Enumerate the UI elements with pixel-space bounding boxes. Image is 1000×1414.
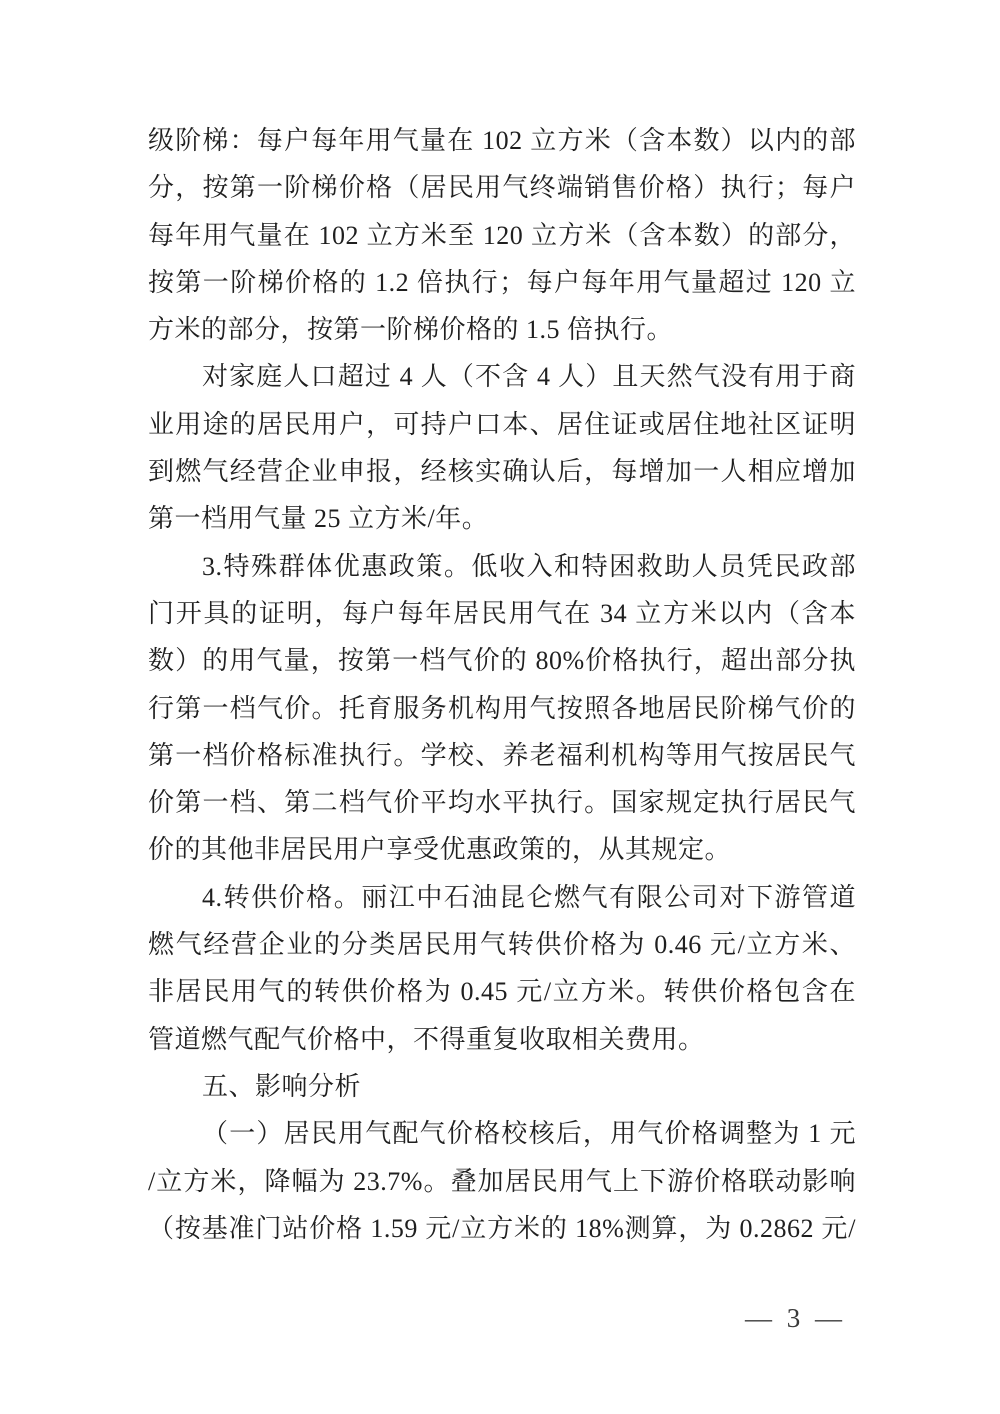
text-line: 级阶梯：每户每年用气量在 102 立方米（含本数）以内的部	[148, 126, 856, 155]
text-line: 业用途的居民用户，可持户口本、居住证或居住地社区证明	[148, 409, 856, 439]
text-line: 数）的用气量，按第一档气价的 80%价格执行，超出部分执	[148, 646, 856, 676]
text-line: 对家庭人口超过 4 人（不含 4 人）且天然气没有用于商	[202, 362, 856, 392]
text-line: 每年用气量在 102 立方米至 120 立方米（含本数）的部分，	[148, 220, 856, 250]
text-line: 4.转供价格。丽江中石油昆仑燃气有限公司对下游管道	[202, 882, 856, 912]
text-line: 门开具的证明，每户每年居民用气在 34 立方米以内（含本	[148, 598, 856, 628]
text-line: 按第一阶梯价格的 1.2 倍执行；每户每年用气量超过 120 立	[148, 267, 856, 297]
section-heading: 五、影响分析	[202, 1071, 362, 1101]
text-line: 第一档用气量 25 立方米/年。	[148, 504, 489, 534]
text-line: 价的其他非居民用户享受优惠政策的，从其规定。	[148, 835, 732, 865]
text-line: 3.特殊群体优惠政策。低收入和特困救助人员凭民政部	[202, 551, 856, 581]
text-line: 非居民用气的转供价格为 0.45 元/立方米。转供价格包含在	[148, 977, 856, 1007]
text-line: （一）居民用气配气价格校核后，用气价格调整为 1 元	[202, 1119, 856, 1149]
text-line: /立方米，降幅为 23.7%。叠加居民用气上下游价格联动影响	[148, 1166, 856, 1196]
text-line: 第一档价格标准执行。学校、养老福利机构等用气按居民气	[148, 740, 856, 770]
text-line: 到燃气经营企业申报，经核实确认后，每增加一人相应增加	[148, 457, 856, 487]
text-line: 价第一档、第二档气价平均水平执行。国家规定执行居民气	[148, 788, 856, 818]
text-line: 管道燃气配气价格中，不得重复收取相关费用。	[148, 1024, 705, 1054]
text-line: 方米的部分，按第一阶梯价格的 1.5 倍执行。	[148, 315, 674, 345]
document-body	[148, 117, 856, 1252]
text-line: 分，按第一阶梯价格（居民用气终端销售价格）执行；每户	[148, 173, 856, 203]
text-line: 行第一档气价。托育服务机构用气按照各地居民阶梯气价的	[148, 693, 856, 723]
text-line: （按基准门站价格 1.59 元/立方米的 18%测算，为 0.2862 元/	[148, 1213, 856, 1243]
text-line: 燃气经营企业的分类居民用气转供价格为 0.46 元/立方米、	[148, 930, 856, 960]
page-number: — 3 —	[745, 1303, 846, 1333]
